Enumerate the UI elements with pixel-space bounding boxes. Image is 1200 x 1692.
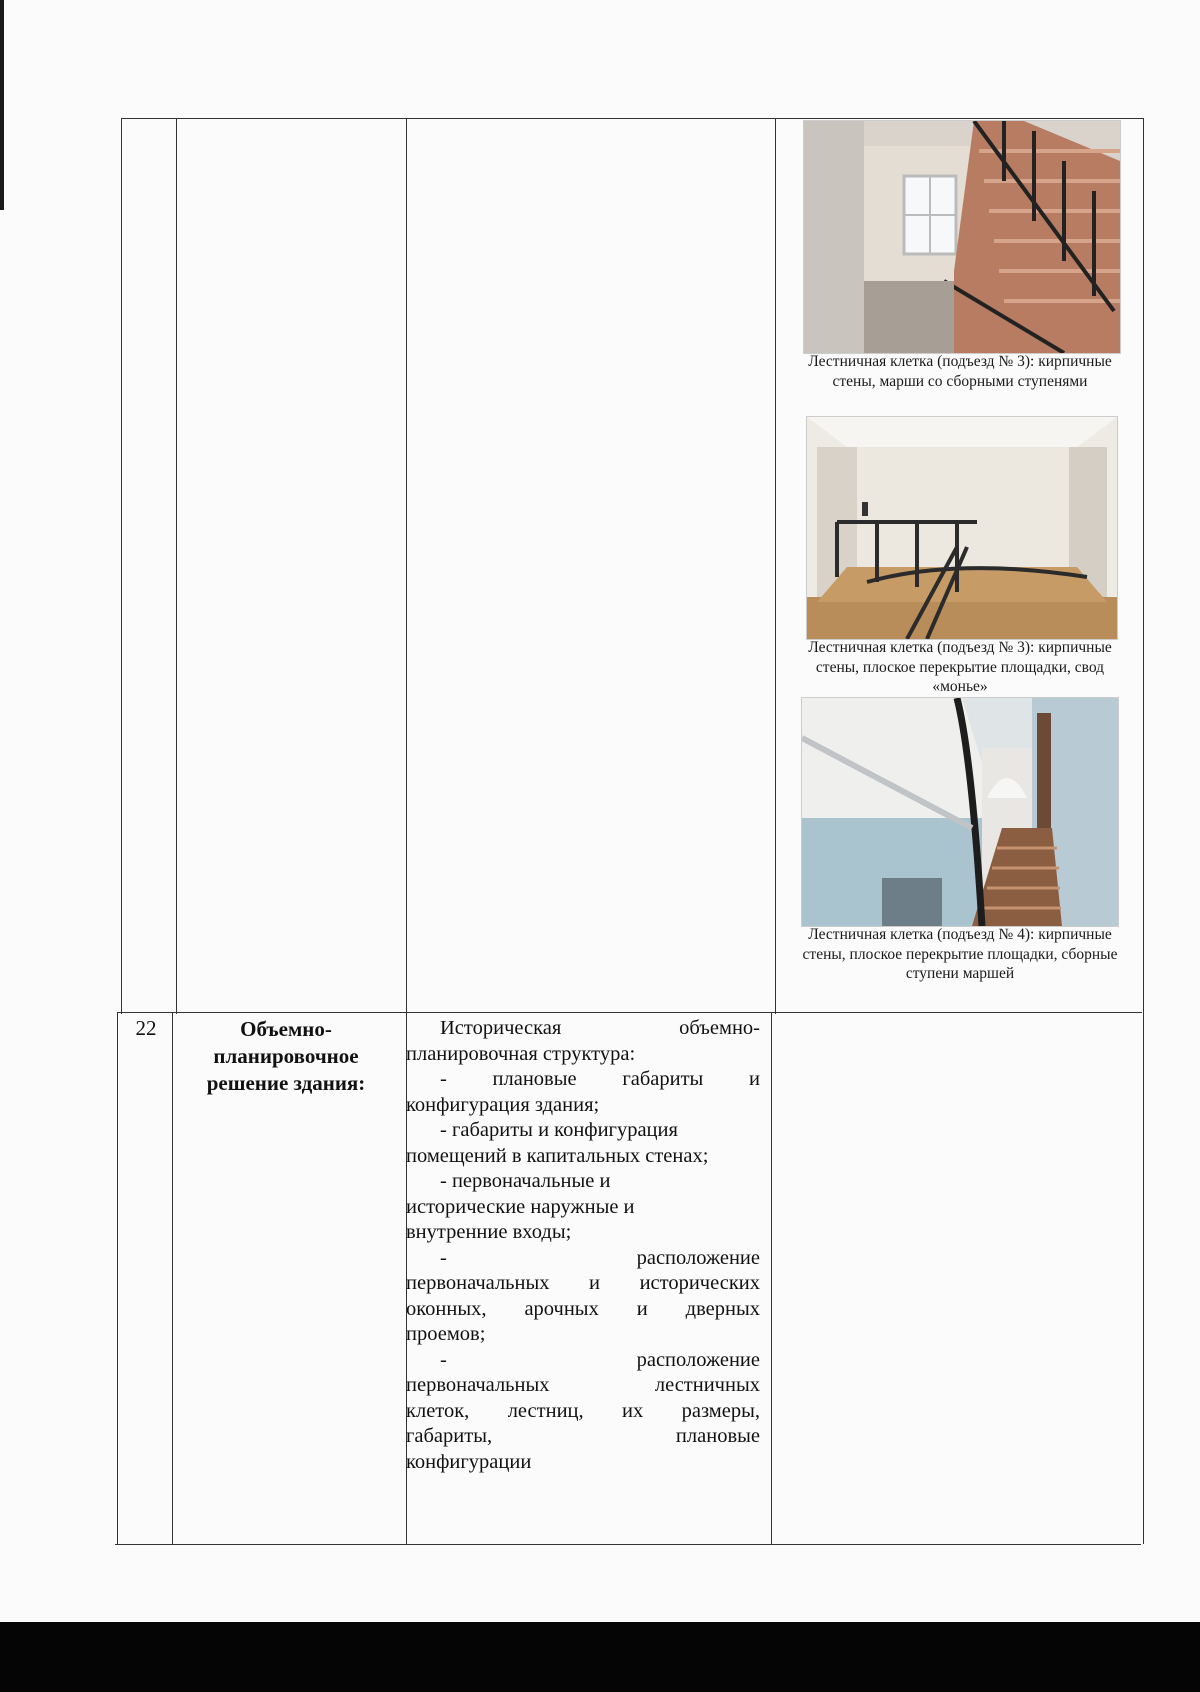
description-line: внутренние входы; xyxy=(406,1221,572,1243)
description-line: первоначальных и исторических xyxy=(406,1272,760,1294)
stairwell-photo-3 xyxy=(801,697,1119,927)
description-line: клеток, лестниц, их размеры, xyxy=(406,1399,760,1422)
stairwell-photo-1 xyxy=(803,120,1121,354)
description-line: - расположение xyxy=(440,1348,760,1371)
description-line: исторические наружные и xyxy=(406,1195,635,1218)
description-line: - первоначальные и xyxy=(440,1170,611,1192)
description-line: планировочная структура: xyxy=(406,1042,636,1065)
photo-2-caption: Лестничная клетка (подъезд № 3): кирпичные стены, плоское перекрытие площадки, свод «монье» xyxy=(808,639,1112,695)
photo-3-caption: Лестничная клетка (подъезд № 4): кирпичные стены, плоское перекрытие площадки, сборные ступени маршей xyxy=(802,926,1118,982)
row-number: 22 xyxy=(135,1016,157,1040)
description-line: - плановые габариты и xyxy=(440,1068,760,1090)
description-line: проемов; xyxy=(406,1323,486,1345)
row-heading: Объемно-планировочное решение здания: xyxy=(206,1017,366,1095)
photo-1-caption: Лестничная клетка (подъезд № 3): кирпичные стены, марши со сборными ступенями xyxy=(808,353,1112,390)
description-line: - расположение xyxy=(440,1246,760,1269)
description-line: помещений в капитальных стенах; xyxy=(406,1144,709,1167)
scan-edge xyxy=(0,0,4,210)
description-line: оконных, арочных и дверных xyxy=(406,1297,760,1320)
row-description xyxy=(406,1016,760,1475)
description-line: Историческая объемно- xyxy=(440,1017,760,1039)
description-line: первоначальных лестничных xyxy=(406,1374,760,1396)
description-line: конфигурации xyxy=(406,1450,532,1473)
description-line: - габариты и конфигурация xyxy=(440,1119,678,1141)
stairwell-photo-2 xyxy=(806,416,1118,640)
description-line: габариты, плановые xyxy=(406,1425,760,1447)
scan-bottom-bar xyxy=(0,1622,1200,1692)
description-line: конфигурация здания; xyxy=(406,1093,600,1116)
